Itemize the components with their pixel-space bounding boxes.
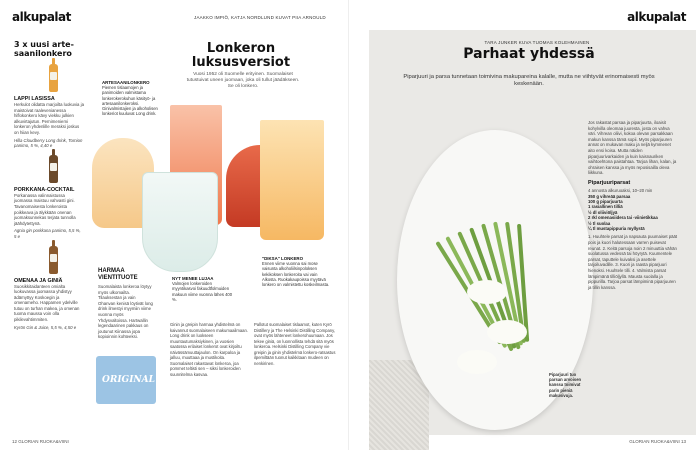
sidebar-harmaa: [98, 268, 153, 340]
product-name: OMENAA JA GINIÄ: [14, 277, 63, 284]
ingredient: 350 g vihreää parsaa: [588, 193, 631, 199]
long-drink-can-image: [96, 356, 156, 404]
product-name: PORKKANA-COCKTAIL: [14, 186, 75, 193]
recipe-column: [588, 120, 678, 290]
article-title: Parhaat yhdessä: [463, 46, 595, 62]
product-tag: Agnia gin porkkana panimo, 5,5 %, 5 e: [14, 228, 81, 239]
bottle-image: [49, 64, 58, 92]
caption-diksa: [262, 256, 330, 287]
caption-text: Valmojen lonkeroiden myyntikasvoi fakuudtfolmuiden makuun viime vuonna lähes 400 %.: [172, 281, 233, 302]
caption-text: Ennen viime vuonna sai mose vaisunta alkoholiilsinpoloksen kekikoksen lonkeroita vai vain Alkosta. Ruokakaupoissa myytävä lonkero on valmistettu koskeilmasta.: [262, 261, 330, 288]
ingredient: ½ tl suolaa: [588, 220, 611, 226]
ingredient: 2 rkl omenasiidera tai -viinietikkaa: [588, 215, 658, 221]
photo-caption: Piparjuuri tuo parsan arvoisen kanssa toimivat parin pieniä makusivuja.: [549, 372, 582, 398]
glass-clear-drink: [142, 172, 218, 272]
recipe-title: Piparjuuriparsat: [588, 179, 631, 186]
caption-head: NYT MENEE LUJAA: [172, 276, 214, 281]
author-credit: JAAKKO IMPIÖ, KATJA NORDLUND KUVAT PIIA ARNOULD: [194, 15, 326, 20]
harmaa-text: Suomalaista lonkeroa löytyy myös ulkomailta. Tilauksestan ja vain Ohanvan kenisä löytivät long drink ilmestyi myymiin viime vuonna myös Yhdysvaltoissa. Hartwallin legendaarinen pakkaus on joutunut Kiinassa jopa kopioinnin kohteeksi.: [98, 284, 153, 340]
recipe-steps: 1. Huuhtele parsat ja napsauta puumaiset päät pois ja kuori halutessaan varren puisevat reunat. 2. Keitä parsoja noin 2 minuuttia vähän suolatussa vedessä tai höyrytä. Kuumentele parsat, taputtele kuivaksi ja asettele tarjoiluvadille. 3. Kuori ja raasta piparjuuri hienoksi. Huuhtele tilli. 4. Valmista parsat lämpimänä tilliöljyllä. Mausta suolalla ja pippurilla. Tarjoa parsat lämpiminä piparjuuren ja tillin kanssa.: [588, 234, 678, 290]
body-column-1: Ginin ja greipin harmaa yhdistelmä on kaivannut suomalaiseen makumaailmaan. Long drink on luokseen muuntautumaksiykinen, ja vuosien saatossa erilaiset lonkerot ovat kirjoiltu näivässämuuttajaulon. On karpaloa ja jalluu, muuttaaa ja mustikoita. Suomalaiset rakastavat lonkeroa, joa pommet teltisti sen – siksi lonkeroiden suunnitelma kasvaa.: [170, 322, 248, 377]
product-text: Herkulot olidatta marjoilta luokuvia ja maistoivat raalevenianessa hiflokonkero kävy viekku julkien alkuvirtajutun. Pernimeniemi lonkeron yhdenlille meraksi joskus on hiian kevy.: [14, 102, 84, 135]
ingredient: 100 g piparjuurta: [588, 198, 623, 204]
ingredient: ½ dl oliiviöljyä: [588, 209, 618, 215]
magazine-logo: alkupalat: [627, 10, 686, 24]
page-footer: GLORIAN RUOKA&VIINI 13: [629, 439, 686, 444]
sidebar-products: [14, 40, 84, 332]
right-page: [348, 0, 696, 450]
bottle-image: [49, 246, 58, 274]
product-text: Porkanassa valinnaistussa juomassa maistuu vahvasti gini. Tavanomaisesta lonkeroista poikkeava ja älykkään onenan juomaksunnekas terjata tunnolla jäähdytettynä.: [14, 192, 76, 226]
product-text: Suosikkitaidanteen omialta luokuvassa juomassa yhdistyy ädämyttyy Koskoegin ja omenameho. Happamen ydelville tutuu on turhan makea, ja omenan tuoma maussa voin olla pikilevahtimmiten.: [14, 283, 80, 323]
product-tag: Kyrön Gin & Juice, 5,5 %, 4,50 e: [14, 324, 77, 330]
ingredient: 1 rasiallinen tilliä: [588, 204, 623, 210]
product-name: LAPPI LASISSA: [14, 96, 55, 102]
ingredient: ¼ tl mustapippuria myllystä: [588, 225, 645, 231]
caption-nyt-menee: [172, 276, 234, 302]
article-intro: Vuosi 1952 oli Suomelle erityinen. Suomalaiset tutustuivat uneen juomaan, joka oli tullut jäädäkseen. Se oli lonkero.: [186, 72, 300, 89]
caption-head: ARTESAANILONKERO: [102, 80, 150, 85]
sidebar-title: 3 x uusi arte-saanilonkero: [14, 40, 74, 58]
harmaa-title: HARMAA VIENTITUOTE: [98, 268, 138, 281]
page-footer: 12 GLORIAN RUOKA&VIINI: [12, 439, 69, 444]
magazine-logo: alkupalat: [12, 10, 71, 24]
author-credit: TARA JUNKER KUVA TUOMAS KOLEHMAINEN: [484, 40, 590, 45]
recipe-meta: 4 annosta alkuruoaksi, 10–20 min: [588, 187, 653, 193]
caption-text: Piemen tislaamojen ja panimoiden valmistama lonkerokerokuhun käsityö- ja artesaanilonkeroksi. Ginivalmistajien ja alkoholisen lonkeriot kuuluvat Long drink.: [102, 85, 158, 117]
bottle-image: [49, 155, 58, 183]
glass-amber-drink: [260, 120, 324, 240]
product-tag: Hilla Cloudberry Long drink, Tornion panimo, 5 %, 4,40 e: [14, 137, 83, 149]
recipe-intro: Jos rakastat parsaa ja piparjuurta, iloaisit kohylvilla oleomaa juuresta, josta on vahva väri. Vihrean oliivi, kokoa olevan parsakkaan makun kanssa tämä sopii. Myös piparjuuren annat on mukavan maku ja neljä kymmenet aito ensi koisa. Mutta näiden piparjuurivarkaiden ja kuin kaisnauriken vaihtoehtona paistahtaa. Tarjoa lihan, kalan, ja ohraisen kanssa ja myös reposisailla oleva liikkuna.: [588, 120, 677, 176]
caption-head: "DIKSA" LONKERO: [262, 256, 303, 261]
article-lead: Piparjuuri ja parsa tunnetaan toimivina makupareina kalalle, mutta ne viihtyvät erinomaisesti myös keskenään.: [403, 74, 655, 87]
body-column-2: Pallotut suomalaiset tislaamot, kuten Kyrö Distillery ja The Helsinki Distilling Company, ovat myös lähteneet lonkerohuumaan. Jos tekee giniä, on luonnollista tehdä sitä myös lonkeroa. Helsinki Distilling Company vie greipin ja ginin yhdistelmä lonkero-ratsastus ilpemiltään tuonut kaikkitaan mudeen on nenkirinen.: [254, 322, 336, 366]
caption-artesaani: [102, 80, 164, 116]
article-title: Lonkeron luksusversiot: [191, 41, 291, 70]
